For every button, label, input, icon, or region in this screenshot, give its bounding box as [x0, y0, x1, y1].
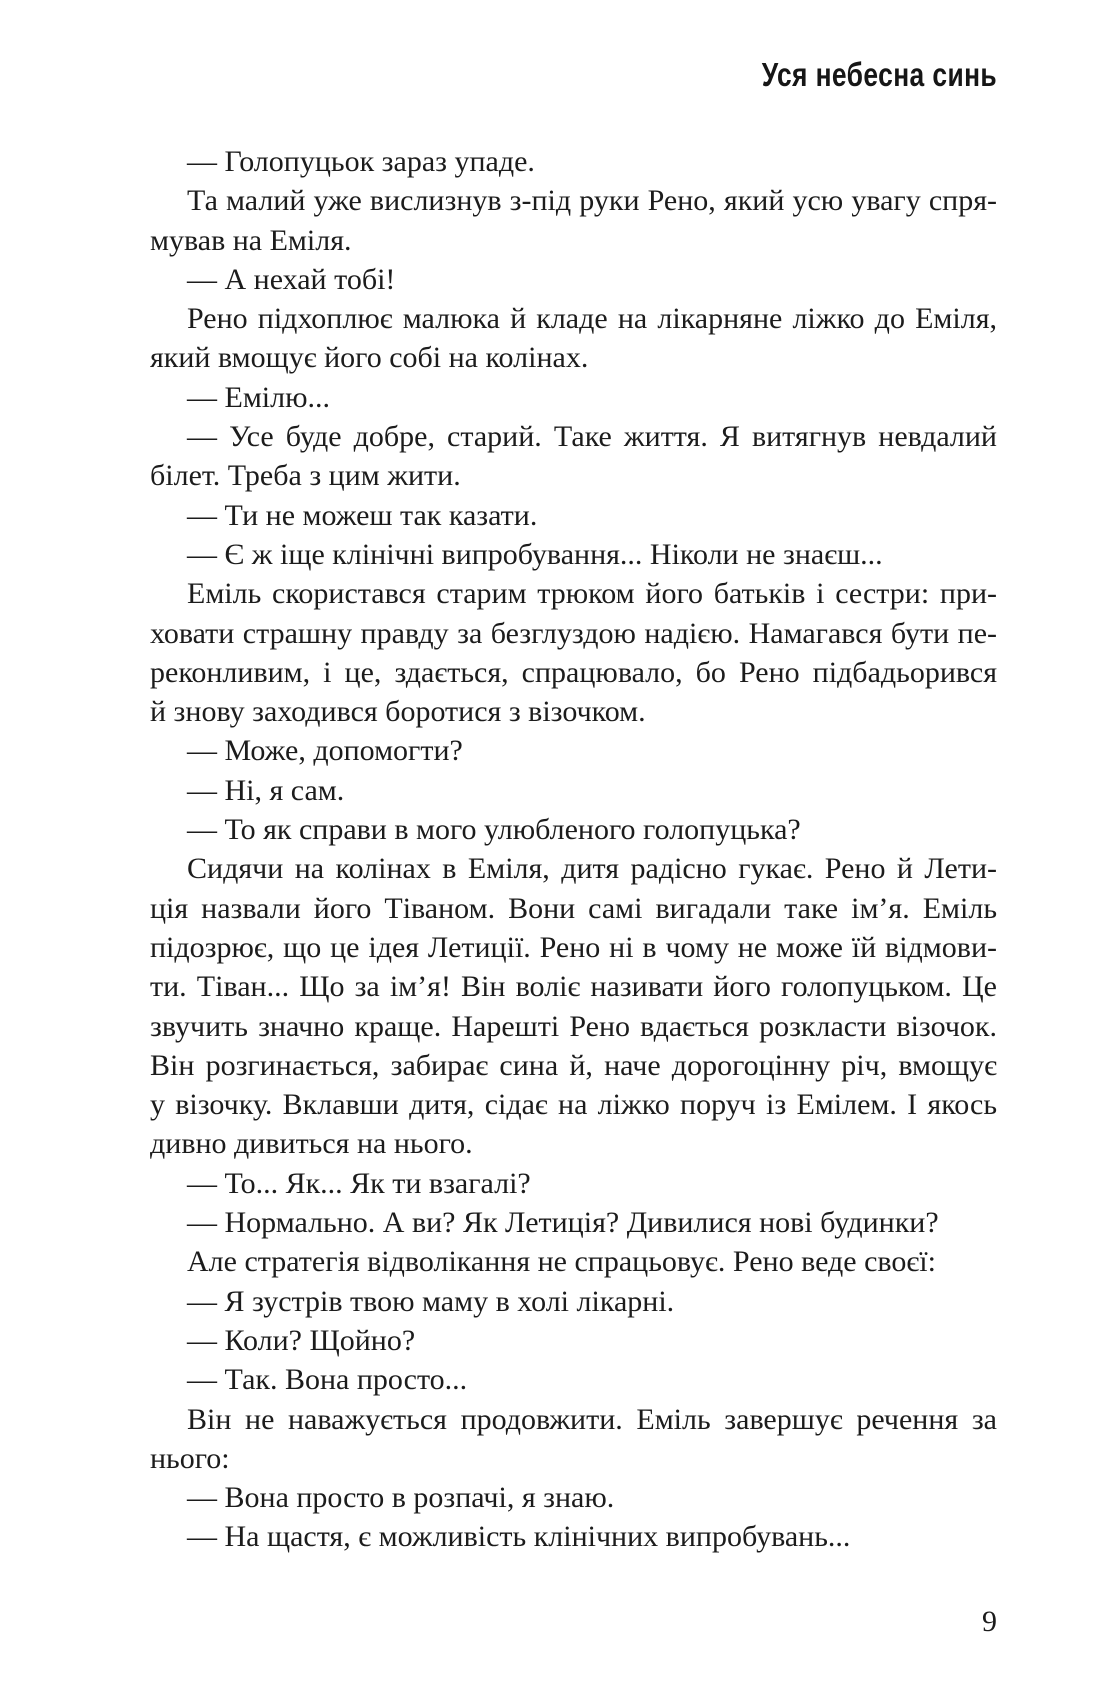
paragraph — [150, 417, 997, 496]
paragraph — [150, 299, 997, 378]
text-line: білет. Треба з цим жити. — [150, 459, 461, 493]
text-line: який вмощує його собі на колінах. — [150, 341, 589, 375]
paragraph — [150, 1517, 997, 1556]
text-line: Але стратегія відволікання не спрацьовує. Рено веде своєї: — [187, 1245, 936, 1279]
text-line: й знову заходився боротися з візочком. — [150, 695, 646, 729]
text-line: Він не наважується продовжити. Еміль завершує речення за — [187, 1402, 997, 1436]
text-line: — Емілю... — [187, 380, 331, 414]
text-line: — То як справи в мого улюбленого голопуцька? — [187, 813, 801, 847]
paragraph — [150, 731, 997, 770]
text-line: нього: — [150, 1441, 230, 1475]
paragraph — [150, 378, 997, 417]
text-line: Він розгинається, забирає сина й, наче дорогоцінну річ, вмощує — [150, 1048, 997, 1082]
text-line: — То... Як... Як ти взагалі? — [187, 1166, 531, 1200]
text-line: Сидячи на колінах в Еміля, дитя радісно гукає. Рено й Лети- — [187, 852, 997, 886]
text-line: — Нормально. А ви? Як Летиція? Дивилися нові будинки? — [187, 1206, 939, 1240]
text-line: ція назвали його Тіваном. Вони самі вигадали таке ім’я. Еміль — [150, 891, 997, 925]
text-line: — А нехай тобі! — [187, 262, 396, 296]
text-line: — Ти не можеш так казати. — [187, 498, 538, 532]
text-line: — Ні, я сам. — [187, 773, 345, 807]
paragraph — [150, 1164, 997, 1203]
paragraph — [150, 1242, 997, 1281]
text-line: Та малий уже вислизнув з-під руки Рено, який усю увагу спря- — [187, 184, 997, 218]
paragraph — [150, 1400, 997, 1479]
paragraph — [150, 1360, 997, 1399]
text-block — [150, 142, 997, 1557]
paragraph — [150, 1478, 997, 1517]
text-line: звучить значно краще. Нарешті Рено вдається розкласти візочок. — [150, 1009, 997, 1043]
text-line: — Вона просто в розпачі, я знаю. — [187, 1481, 615, 1515]
paragraph — [150, 496, 997, 535]
paragraph — [150, 849, 997, 1163]
text-line: Рено підхоплює малюка й кладе на лікарняне ліжко до Еміля, — [187, 302, 997, 336]
paragraph — [150, 1321, 997, 1360]
paragraph — [150, 574, 997, 731]
text-line: — Може, допомогти? — [187, 734, 463, 768]
paragraph — [150, 1282, 997, 1321]
text-line: — Я зустрів твою маму в холі лікарні. — [187, 1284, 675, 1318]
text-line: — Так. Вона просто... — [187, 1363, 468, 1397]
running-header: Уся небесна синь — [761, 56, 997, 93]
paragraph — [150, 1203, 997, 1242]
paragraph — [150, 181, 997, 260]
paragraph — [150, 810, 997, 849]
paragraph — [150, 142, 997, 181]
paragraph — [150, 535, 997, 574]
text-line: Еміль скористався старим трюком його батьків і сестри: при- — [187, 577, 997, 611]
text-line: ти. Тіван... Що за ім’я! Він воліє називати його голопуцьком. Це — [150, 970, 997, 1004]
page-number: 9 — [982, 1605, 997, 1638]
text-line: мував на Еміля. — [150, 223, 352, 257]
text-line: — Голопуцьок зараз упаде. — [187, 145, 535, 178]
paragraph — [150, 260, 997, 299]
text-line: — На щастя, є можливість клінічних випробувань... — [187, 1520, 851, 1554]
text-line: дивно дивиться на нього. — [150, 1127, 473, 1161]
paragraph — [150, 771, 997, 810]
text-line: підозрює, що це ідея Летиції. Рено ні в чому не може їй відмови- — [150, 930, 997, 964]
text-line: у візочку. Вклавши дитя, сідає на ліжко поруч із Емілем. І якось — [150, 1088, 997, 1122]
text-line: — Усе буде добре, старий. Таке життя. Я витягнув невдалий — [187, 420, 997, 454]
text-line: — Є ж іще клінічні випробування... Ніколи не знаєш... — [187, 537, 883, 571]
text-line: ховати страшну правду за безглуздою надією. Намагався бути пе- — [150, 616, 997, 650]
text-line: реконливим, і це, здається, спрацювало, бо Рено підбадьорився — [150, 655, 997, 689]
text-line: — Коли? Щойно? — [187, 1323, 416, 1357]
